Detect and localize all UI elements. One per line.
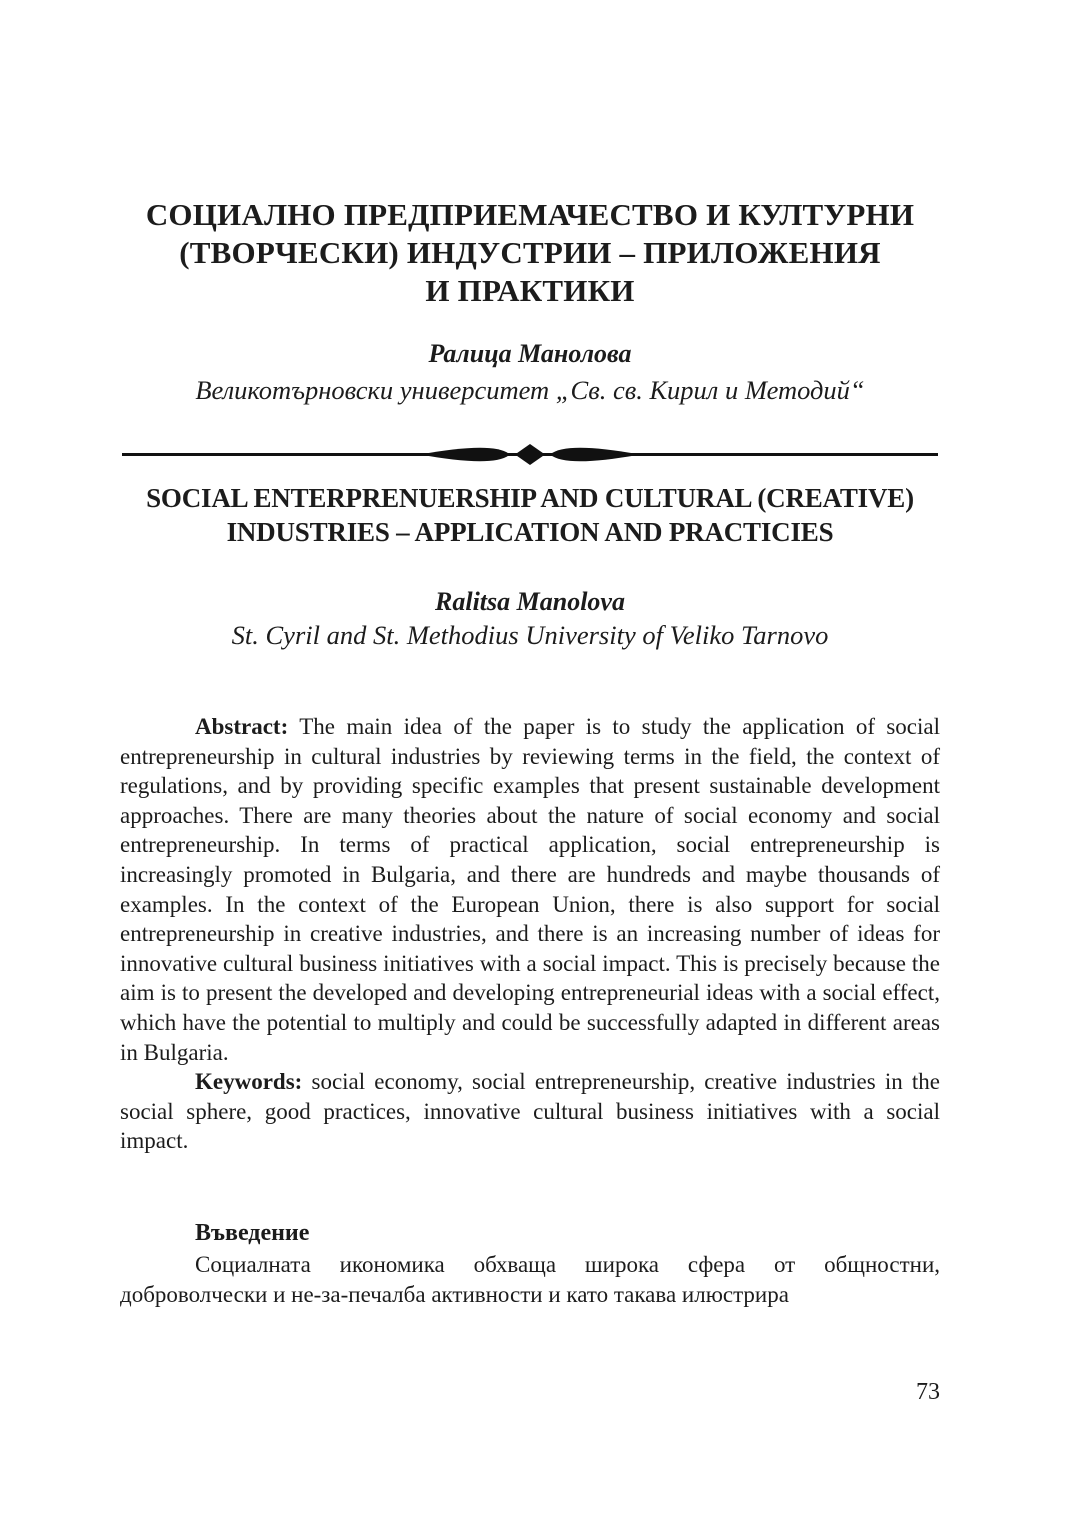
introduction-heading: Въведение [195,1219,310,1246]
introduction-paragraph: Социалната икономика обхваща широка сфера от общностни, доброволчески и не-за-печалба активности и като такава илюстрира [120,1251,940,1307]
abstract-text: The main idea of the paper is to study the application of social entrepreneurship in cultural industries by reviewing terms in the field, the context of regulations, and by providing specific examples that present sustainable development approaches. There are many theories about the nature of social economy and social entrepreneurship. In terms of practical application, social entrepreneurship is increasingly promoted in Bulgaria, and there are hundreds and maybe thousands of examples. In the context of the European Union, there is also support for social entrepreneurship in creative industries, and there is an increasing number of ideas for innovative cultural business initiatives with a social impact. This is precisely because the aim is to present the developed and developing entrepreneurial ideas with a social effect, which have the potential to multiply and could be successfully adapted in different areas in Bulgaria. [120,714,940,1065]
keywords-paragraph [120,1067,940,1156]
english-author: Ralitsa Manolova [435,587,625,616]
bulgarian-title [120,196,940,310]
keywords-text: social economy, social entrepreneurship, creative industries in the social sphere, good practices, innovative cultural business initiatives with a social impact. [120,1069,941,1154]
section-divider-ornament [120,444,940,465]
keywords-label: Keywords: [195,1069,303,1095]
page-content [120,0,940,1309]
bulgarian-title-line-1: СОЦИАЛНО ПРЕДПРИЕМАЧЕСТВО И КУЛТУРНИ [145,197,915,232]
english-title-line-2: INDUSTRIES – APPLICATION AND PRACTICIES [226,517,834,547]
divider-graphic [120,444,940,465]
english-title-line-1: SOCIAL ENTERPRENUERSHIP AND CULTURAL (CREATIVE) [146,483,914,513]
bulgarian-author: Ралица Манолова [428,339,632,368]
bulgarian-affiliation: Великотърновски университет „Св. св. Кирил и Методий“ [195,375,865,405]
english-affiliation: St. Cyril and St. Methodius University of Veliko Tarnovo [231,620,829,650]
abstract-label: Abstract: [195,714,289,739]
abstract-paragraph [120,712,940,1067]
page-number: 73 [916,1379,940,1405]
bulgarian-title-line-3: И ПРАКТИКИ [425,273,635,308]
bulgarian-title-line-2: (ТВОРЧЕСКИ) ИНДУСТРИИ – ПРИЛОЖЕНИЯ [179,235,881,270]
english-title [120,481,940,549]
